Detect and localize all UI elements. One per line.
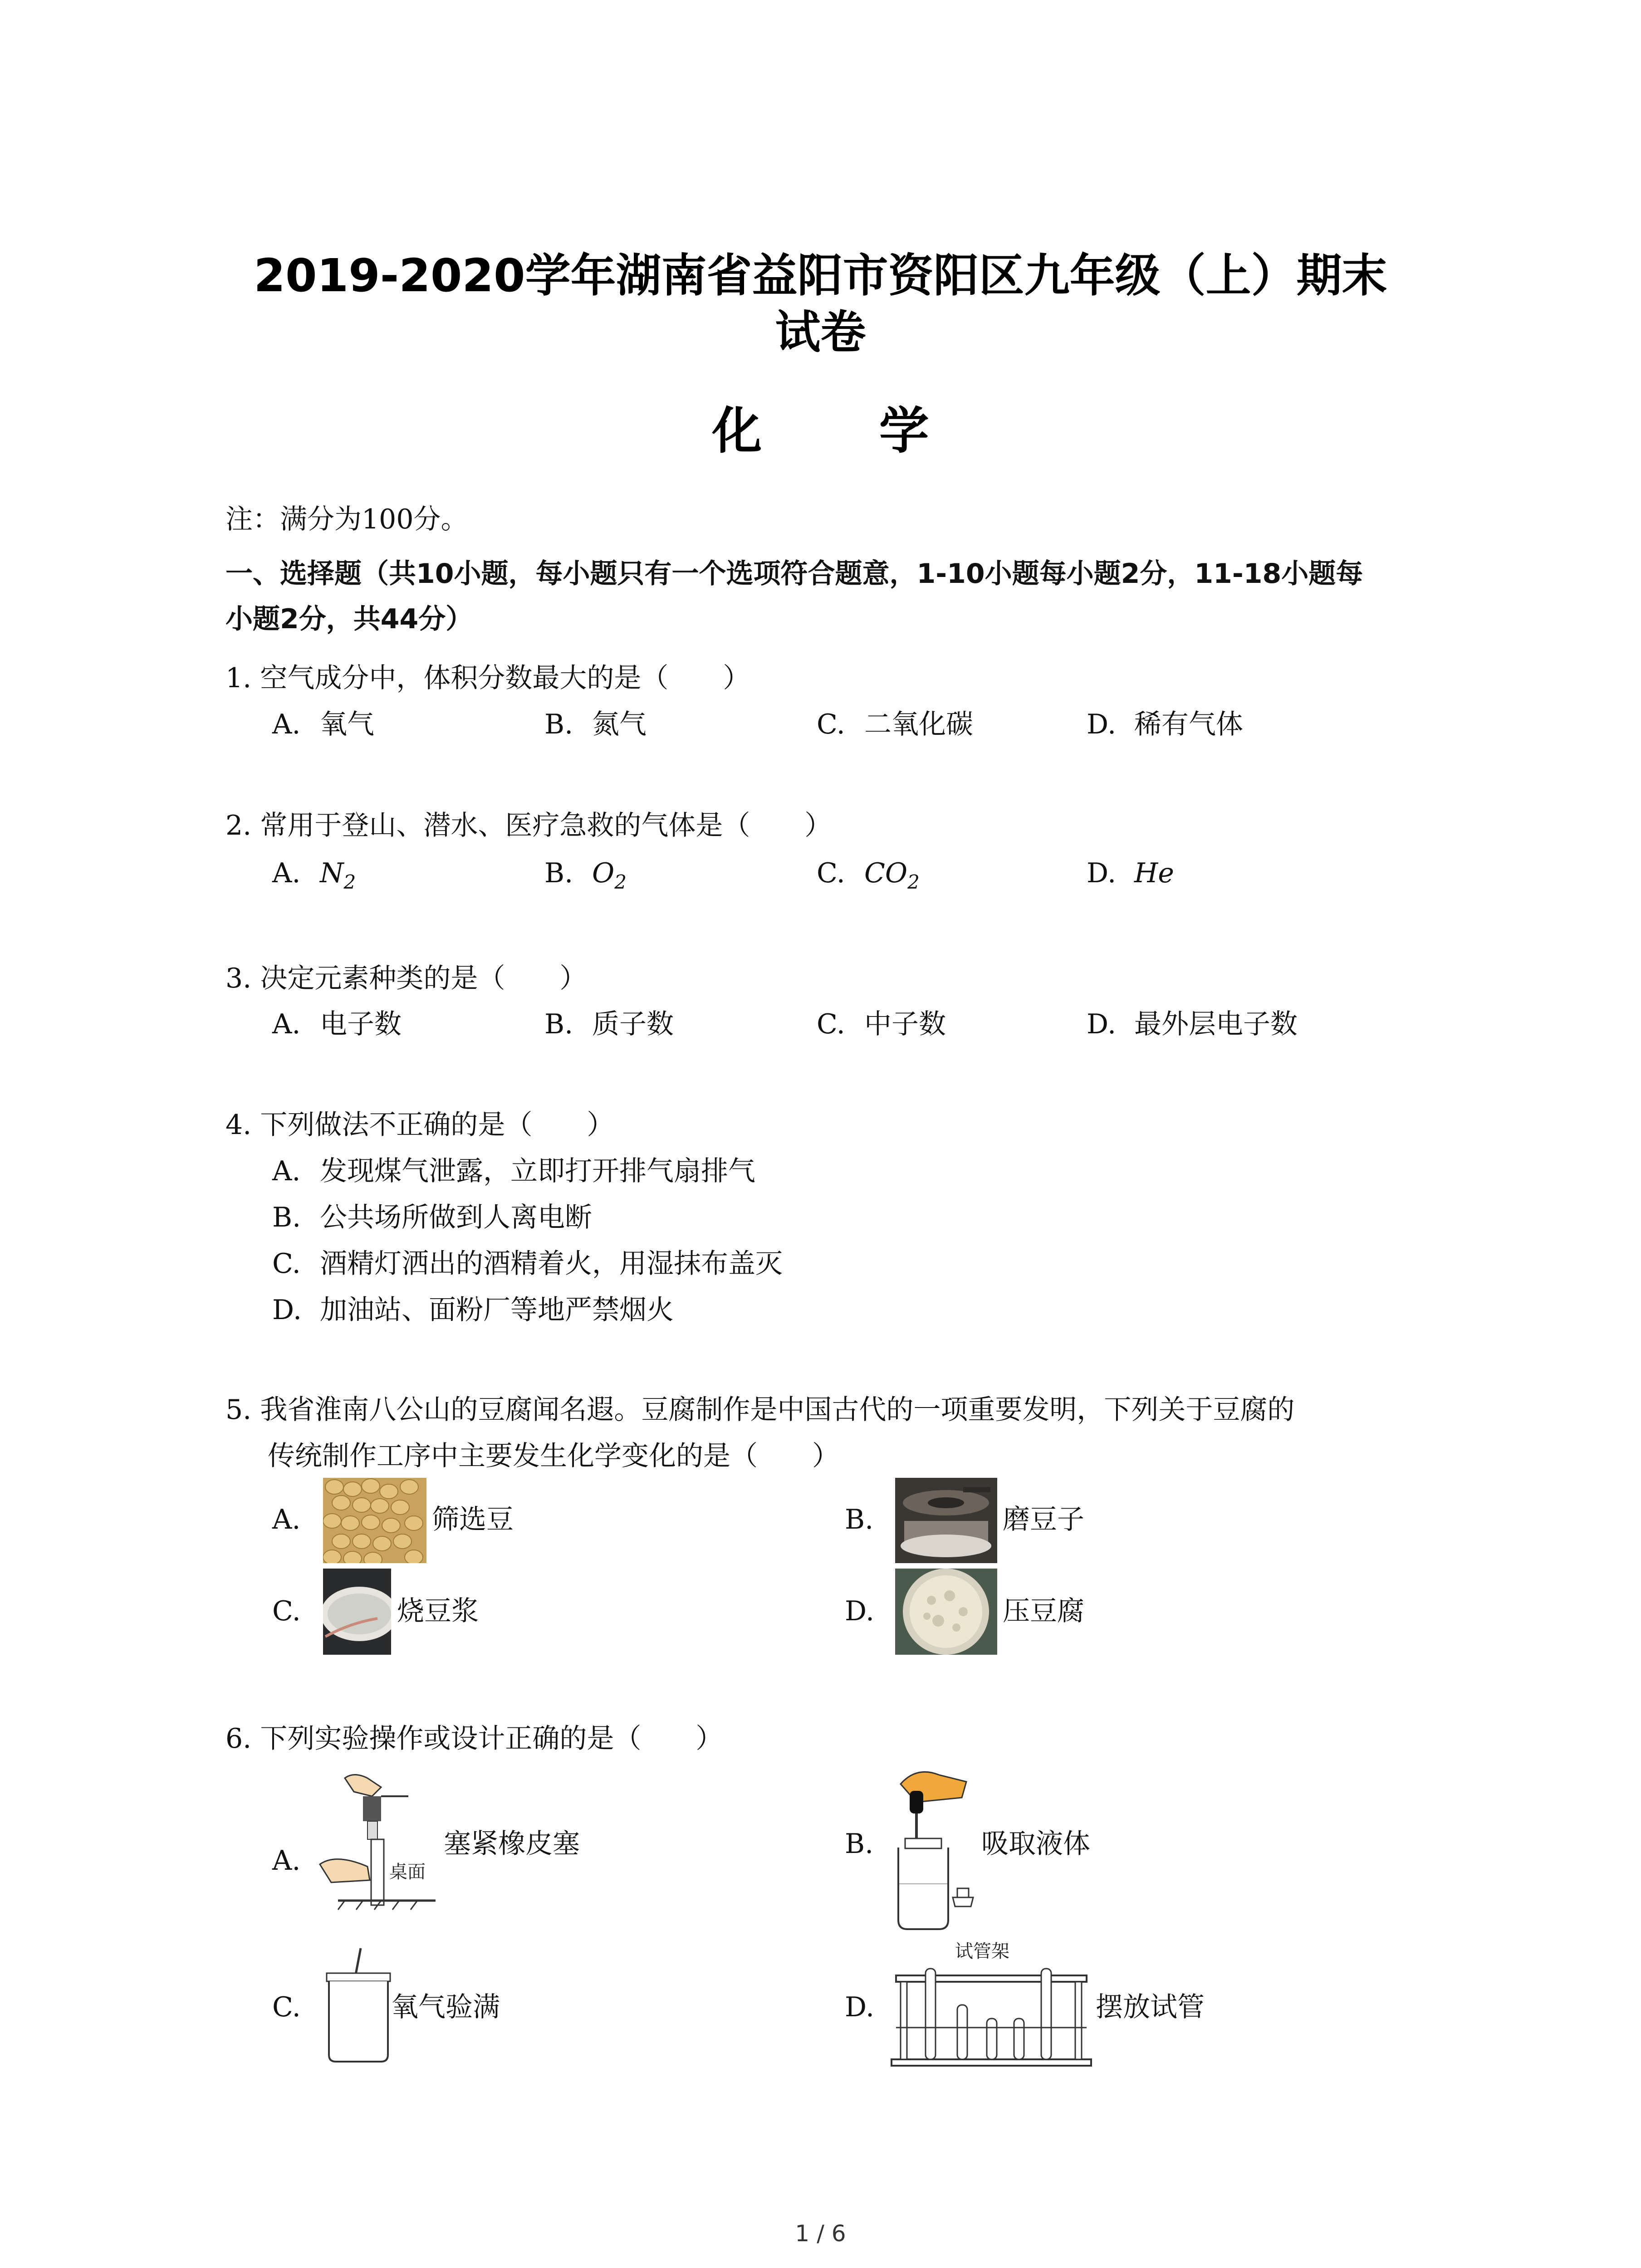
tofu-pressing-photo xyxy=(895,1569,997,1655)
option-label: A. xyxy=(272,709,301,740)
q4-option-b[interactable] xyxy=(272,1199,592,1236)
q6-option-d-text: 摆放试管 xyxy=(1096,1991,1205,2023)
q4-option-a[interactable] xyxy=(272,1153,755,1189)
q5-option-d-label[interactable]: D. xyxy=(845,1595,875,1627)
page-number: 1 / 6 xyxy=(795,2220,846,2247)
q4-option-d[interactable] xyxy=(272,1292,674,1328)
q3-option-b[interactable] xyxy=(544,1006,674,1042)
q5-option-c-text: 烧豆浆 xyxy=(397,1595,479,1627)
q5-option-b-label[interactable]: B. xyxy=(845,1504,874,1535)
rack-label: 试管架 xyxy=(955,1941,1009,1962)
option-label: B. xyxy=(272,1202,301,1233)
desk-label: 桌面 xyxy=(389,1862,426,1882)
option-label: A. xyxy=(272,1008,301,1040)
q4-option-c[interactable] xyxy=(272,1246,783,1282)
oxygen-test-diagram xyxy=(318,1946,397,2064)
q6-option-b-label[interactable]: B. xyxy=(845,1828,874,1860)
option-label: D. xyxy=(272,1294,302,1326)
option-label: C. xyxy=(817,857,845,889)
option-text: 公共场所做到人离电断 xyxy=(320,1202,592,1233)
question-3-stem: 3. 决定元素种类的是（ ） xyxy=(225,963,587,994)
option-label: C. xyxy=(817,1008,845,1040)
question-6-stem: 6. 下列实验操作或设计正确的是（ ） xyxy=(225,1723,723,1755)
option-text: 氧气 xyxy=(320,709,374,740)
formula-he: He xyxy=(1134,857,1174,889)
option-text: 中子数 xyxy=(864,1008,946,1040)
q3-option-c[interactable] xyxy=(817,1006,946,1042)
score-note: 注：满分为100分。 xyxy=(225,503,468,535)
soybeans-photo xyxy=(323,1478,426,1563)
q1-option-a[interactable] xyxy=(272,706,374,743)
option-label: D. xyxy=(1087,1008,1117,1040)
option-text: 电子数 xyxy=(320,1008,402,1040)
exam-title-line2: 试卷 xyxy=(775,306,866,359)
option-label: B. xyxy=(544,857,573,889)
test-tube-rack-diagram xyxy=(889,1937,1098,2073)
q3-option-a[interactable] xyxy=(272,1006,402,1042)
q6-option-c-label[interactable]: C. xyxy=(272,1991,301,2023)
q5-option-b-text: 磨豆子 xyxy=(1003,1504,1084,1535)
q2-option-d[interactable] xyxy=(1087,855,1174,891)
option-label: B. xyxy=(544,1008,573,1040)
section-heading-line1: 一、选择题（共10小题，每小题只有一个选项符合题意，1-10小题每小题2分，11-18小题每 xyxy=(225,558,1363,590)
option-text: 最外层电子数 xyxy=(1134,1008,1298,1040)
option-text: 加油站、面粉厂等地严禁烟火 xyxy=(320,1294,674,1326)
question-5-stem-line2: 传统制作工序中主要发生化学变化的是（ ） xyxy=(268,1440,839,1472)
option-text: 发现煤气泄露，立即打开排气扇排气 xyxy=(320,1155,755,1187)
q6-option-a-label[interactable]: A. xyxy=(272,1845,301,1877)
q5-option-c-label[interactable]: C. xyxy=(272,1595,301,1627)
question-5-stem-line1: 5. 我省淮南八公山的豆腐闻名遐。豆腐制作是中国古代的一项重要发明，下列关于豆腐的 xyxy=(225,1394,1295,1426)
option-label: C. xyxy=(272,1248,301,1280)
q5-option-a-label[interactable]: A. xyxy=(272,1504,301,1535)
option-text: 二氧化碳 xyxy=(864,709,973,740)
formula-co2: $CO_2$ xyxy=(864,857,920,893)
soymilk-boiling-photo xyxy=(323,1569,391,1655)
option-text: 酒精灯洒出的酒精着火，用湿抹布盖灭 xyxy=(320,1248,783,1280)
question-2-stem: 2. 常用于登山、潜水、医疗急救的气体是（ ） xyxy=(225,810,832,841)
q6-option-d-label[interactable]: D. xyxy=(845,1991,875,2023)
q6-option-a-text: 塞紧橡皮塞 xyxy=(444,1828,580,1860)
option-text: 氮气 xyxy=(592,709,647,740)
q2-option-c[interactable] xyxy=(817,855,920,900)
q1-option-d[interactable] xyxy=(1087,706,1243,743)
option-label: B. xyxy=(544,709,573,740)
q1-option-c[interactable] xyxy=(817,706,973,743)
q5-option-a-text: 筛选豆 xyxy=(432,1504,514,1535)
q2-option-b[interactable] xyxy=(544,855,627,900)
dropper-diagram xyxy=(889,1766,975,1938)
formula-o2: $O_2$ xyxy=(592,857,627,893)
section-heading-line2: 小题2分，共44分） xyxy=(225,603,473,635)
question-4-stem: 4. 下列做法不正确的是（ ） xyxy=(225,1109,614,1141)
subject-title: 化 学 xyxy=(712,402,979,460)
q1-option-b[interactable] xyxy=(544,706,647,743)
exam-title-line1: 2019-2020学年湖南省益阳市资阳区九年级（上）期末 xyxy=(254,249,1387,302)
q3-option-d[interactable] xyxy=(1087,1006,1298,1042)
option-label: D. xyxy=(1087,857,1117,889)
option-text: 质子数 xyxy=(592,1008,674,1040)
option-label: D. xyxy=(1087,709,1117,740)
option-text: 稀有气体 xyxy=(1134,709,1243,740)
option-label: A. xyxy=(272,857,301,889)
q6-option-b-text: 吸取液体 xyxy=(981,1828,1090,1860)
option-label: A. xyxy=(272,1155,301,1187)
stopper-insertion-diagram xyxy=(318,1769,436,1919)
q5-option-d-text: 压豆腐 xyxy=(1003,1595,1084,1627)
formula-n2: $N_2$ xyxy=(320,857,356,893)
option-label: C. xyxy=(817,709,845,740)
question-1-stem: 1. 空气成分中，体积分数最大的是（ ） xyxy=(225,662,750,694)
q2-option-a[interactable] xyxy=(272,855,356,900)
q6-option-c-text: 氧气验满 xyxy=(391,1991,500,2023)
millstone-photo xyxy=(895,1478,997,1563)
